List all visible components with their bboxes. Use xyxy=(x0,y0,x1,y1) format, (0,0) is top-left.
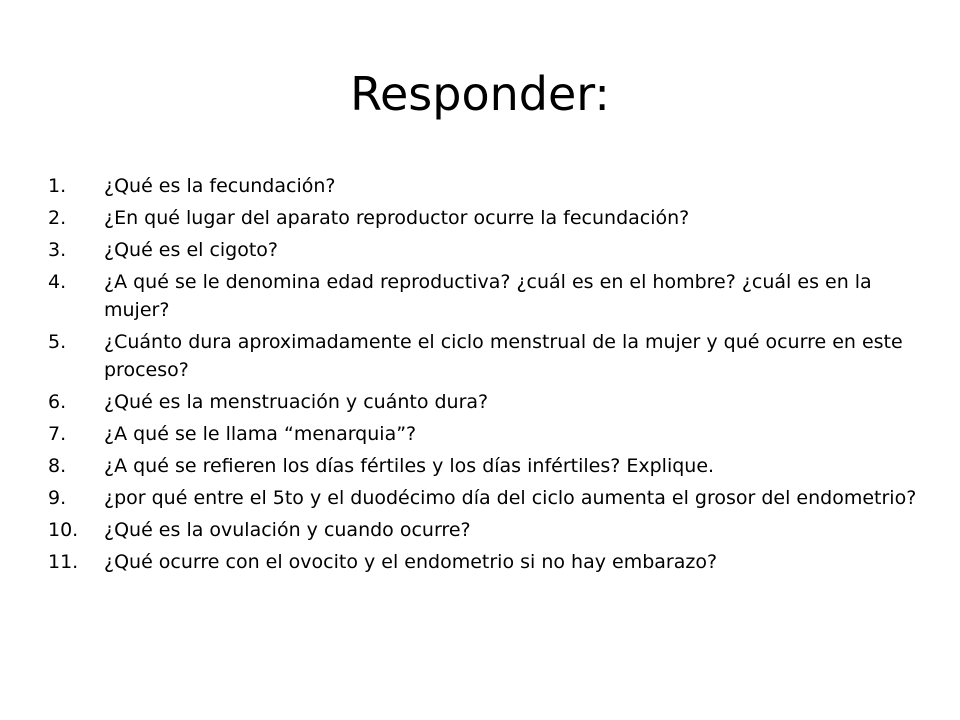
question-text: ¿Qué es la menstruación y cuánto dura? xyxy=(104,391,489,413)
question-item xyxy=(48,516,918,544)
question-text: ¿Qué es la ovulación y cuando ocurre? xyxy=(104,519,471,541)
question-item xyxy=(48,204,918,232)
question-item xyxy=(48,236,918,264)
question-text: ¿Cuánto dura aproximadamente el ciclo menstrual de la mujer y qué ocurre en este proceso? xyxy=(104,331,903,381)
question-number: 3. xyxy=(48,239,67,261)
question-text: ¿Qué es el cigoto? xyxy=(104,239,279,261)
question-number: 5. xyxy=(48,331,67,353)
question-item xyxy=(48,452,918,480)
question-number: 7. xyxy=(48,423,67,445)
slide-title: Responder: xyxy=(350,67,610,121)
question-item xyxy=(48,328,918,384)
question-text: ¿A qué se le llama “menarquia”? xyxy=(104,423,417,445)
question-text: ¿En qué lugar del aparato reproductor ocurre la fecundación? xyxy=(104,207,690,229)
question-item xyxy=(48,420,918,448)
question-list xyxy=(48,172,918,580)
question-text: ¿A qué se le denomina edad reproductiva? ¿cuál es en el hombre? ¿cuál es en la mujer? xyxy=(104,271,872,321)
question-number: 6. xyxy=(48,391,67,413)
question-text: ¿A qué se refieren los días fértiles y los días infértiles? Explique. xyxy=(104,455,715,477)
question-number: 8. xyxy=(48,455,67,477)
question-item xyxy=(48,268,918,324)
question-item xyxy=(48,484,918,512)
question-number: 2. xyxy=(48,207,67,229)
question-number: 4. xyxy=(48,271,67,293)
question-number: 9. xyxy=(48,487,67,509)
question-text: ¿Qué ocurre con el ovocito y el endometrio si no hay embarazo? xyxy=(104,551,718,573)
question-number: 11. xyxy=(48,551,79,573)
question-item xyxy=(48,172,918,200)
question-item xyxy=(48,388,918,416)
question-text: ¿por qué entre el 5to y el duodécimo día del ciclo aumenta el grosor del endometrio? xyxy=(104,487,917,509)
question-number: 1. xyxy=(48,175,67,197)
question-item xyxy=(48,548,918,576)
question-number: 10. xyxy=(48,519,79,541)
question-text: ¿Qué es la fecundación? xyxy=(104,175,336,197)
